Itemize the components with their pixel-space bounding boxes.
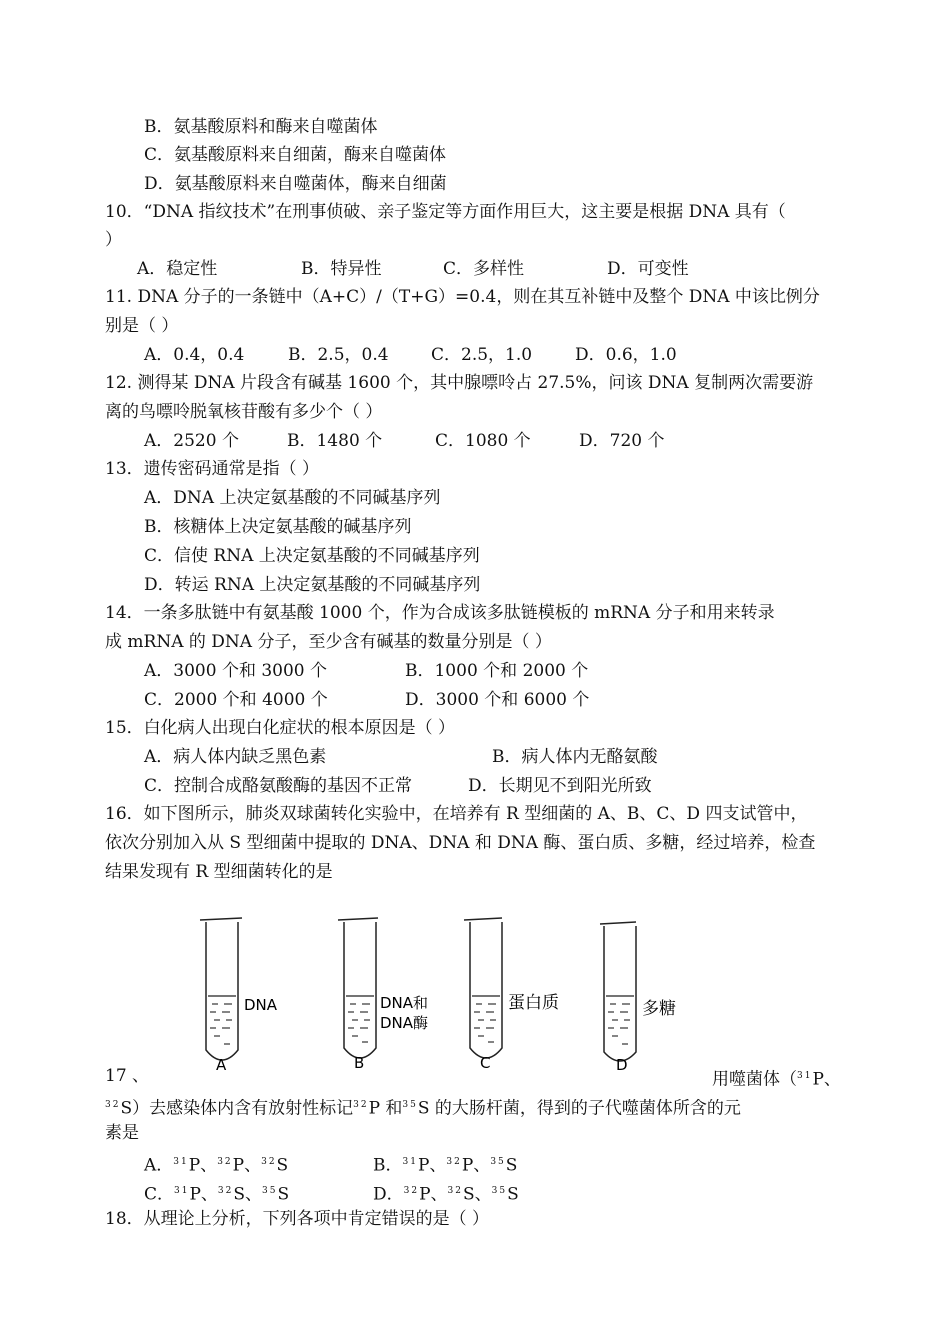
q17-stem-line1: 用噬菌体（$^{31}$P、 bbox=[712, 1069, 841, 1090]
q12-option-a: A．2520 个 bbox=[144, 431, 239, 451]
tube-c-label: 蛋白质 bbox=[508, 993, 559, 1013]
q13-stem: 13．遗传密码通常是指（ ） bbox=[105, 459, 320, 479]
test-tube-figure bbox=[190, 912, 710, 1078]
q12-stem-line1: 12. 测得某 DNA 片段含有碱基 1600 个，其中腺嘌呤占 27.5%，问该 DNA 复制两次需要游 bbox=[105, 373, 814, 393]
q14-option-a: A．3000 个和 3000 个 bbox=[144, 661, 328, 681]
q17-option-d: D．$^{32}$P、$^{32}$S、$^{35}$S bbox=[373, 1184, 519, 1205]
q13-option-b: B．核糖体上决定氨基酸的碱基序列 bbox=[144, 517, 412, 537]
q17-option-c: C．$^{31}$P、$^{32}$S、$^{35}$S bbox=[144, 1184, 290, 1205]
q11-option-d: D．0.6，1.0 bbox=[575, 345, 677, 365]
q11-option-a: A．0.4，0.4 bbox=[144, 345, 245, 365]
q9-option-b: B．氨基酸原料和酶来自噬菌体 bbox=[144, 117, 378, 137]
q14-stem-line1: 14．一条多肽链中有氨基酸 1000 个，作为合成该多肽链模板的 mRNA 分子和用来转录 bbox=[105, 603, 775, 623]
q11-option-b: B．2.5，0.4 bbox=[288, 345, 389, 365]
tube-b-label-line1: DNA和 bbox=[380, 994, 429, 1012]
q12-option-c: C．1080 个 bbox=[435, 431, 531, 451]
q17-option-a: A．$^{31}$P、$^{32}$P、$^{32}$S bbox=[144, 1155, 289, 1176]
q11-stem-line1: 11. DNA 分子的一条链中（A+C）/（T+G）=0.4，则在其互补链中及整个 DNA 中该比例分 bbox=[105, 287, 820, 307]
q17-option-b: B．$^{31}$P、$^{32}$P、$^{35}$S bbox=[373, 1155, 518, 1176]
tube-d-label: 多糖 bbox=[642, 999, 676, 1019]
q9-option-d: D．氨基酸原料来自噬菌体，酶来自细菌 bbox=[144, 174, 447, 194]
q12-stem-line2: 离的鸟嘌呤脱氧核苷酸有多少个（ ） bbox=[105, 402, 383, 422]
q14-stem-line2: 成 mRNA 的 DNA 分子，至少含有碱基的数量分别是（ ） bbox=[105, 632, 552, 652]
q13-option-a: A．DNA 上决定氨基酸的不同碱基序列 bbox=[144, 488, 441, 508]
q17-number: 17 、 bbox=[105, 1066, 150, 1086]
q12-option-b: B．1480 个 bbox=[287, 431, 383, 451]
q14-option-b: B．1000 个和 2000 个 bbox=[405, 661, 589, 681]
test-tube-a bbox=[200, 918, 278, 1074]
q10-option-d: D．可变性 bbox=[607, 259, 689, 279]
q15-option-a: A．病人体内缺乏黑色素 bbox=[144, 747, 327, 767]
q14-option-c: C．2000 个和 4000 个 bbox=[144, 690, 328, 710]
q14-option-d: D．3000 个和 6000 个 bbox=[405, 690, 590, 710]
q16-stem-line3: 结果发现有 R 型细菌转化的是 bbox=[105, 862, 333, 882]
q11-option-c: C．2.5，1.0 bbox=[431, 345, 533, 365]
q10-option-c: C．多样性 bbox=[443, 259, 525, 279]
q13-option-c: C．信使 RNA 上决定氨基酸的不同碱基序列 bbox=[144, 546, 480, 566]
q9-option-c: C．氨基酸原料来自细菌，酶来自噬菌体 bbox=[144, 145, 447, 165]
test-tube-c bbox=[464, 918, 559, 1072]
tube-a-letter: A bbox=[216, 1056, 227, 1074]
q15-option-d: D．长期见不到阳光所致 bbox=[468, 776, 652, 796]
q10-stem-line2: ） bbox=[105, 230, 122, 250]
tube-c-letter: C bbox=[480, 1054, 491, 1072]
q16-stem-line2: 依次分别加入从 S 型细菌中提取的 DNA、DNA 和 DNA 酶、蛋白质、多糖，经过培养，检查 bbox=[105, 833, 816, 853]
q18-stem: 18．从理论上分析，下列各项中肯定错误的是（ ） bbox=[105, 1209, 490, 1229]
test-tube-b bbox=[338, 918, 428, 1072]
tube-b-letter: B bbox=[354, 1054, 365, 1072]
q10-stem-line1: 10．“DNA 指纹技术”在刑事侦破、亲子鉴定等方面作用巨大，这主要是根据 DNA 具有（ bbox=[105, 202, 786, 222]
q15-option-c: C．控制合成酪氨酸酶的基因不正常 bbox=[144, 776, 413, 796]
tube-a-label: DNA bbox=[244, 996, 278, 1014]
q13-option-d: D．转运 RNA 上决定氨基酸的不同碱基序列 bbox=[144, 575, 481, 595]
q10-option-b: B．特异性 bbox=[301, 259, 382, 279]
tube-d-letter: D bbox=[616, 1056, 628, 1074]
tube-b-label-line2: DNA酶 bbox=[380, 1014, 429, 1032]
q12-option-d: D．720 个 bbox=[579, 431, 665, 451]
q10-option-a: A．稳定性 bbox=[137, 259, 218, 279]
test-tube-d bbox=[600, 922, 676, 1074]
q17-stem-line2: $^{32}$S）去感染体内含有放射性标记$^{32}$P 和$^{35}$S 的大肠杆菌，得到的子代噬菌体所含的元 bbox=[105, 1098, 741, 1119]
q15-stem: 15．白化病人出现白化症状的根本原因是（ ） bbox=[105, 718, 456, 738]
q16-stem-line1: 16．如下图所示，肺炎双球菌转化实验中，在培养有 R 型细菌的 A、B、C、D 四支试管中， bbox=[105, 804, 808, 824]
q15-option-b: B．病人体内无酪氨酸 bbox=[492, 747, 658, 767]
q11-stem-line2: 别是（ ） bbox=[105, 316, 179, 336]
q17-stem-line3: 素是 bbox=[105, 1123, 139, 1143]
